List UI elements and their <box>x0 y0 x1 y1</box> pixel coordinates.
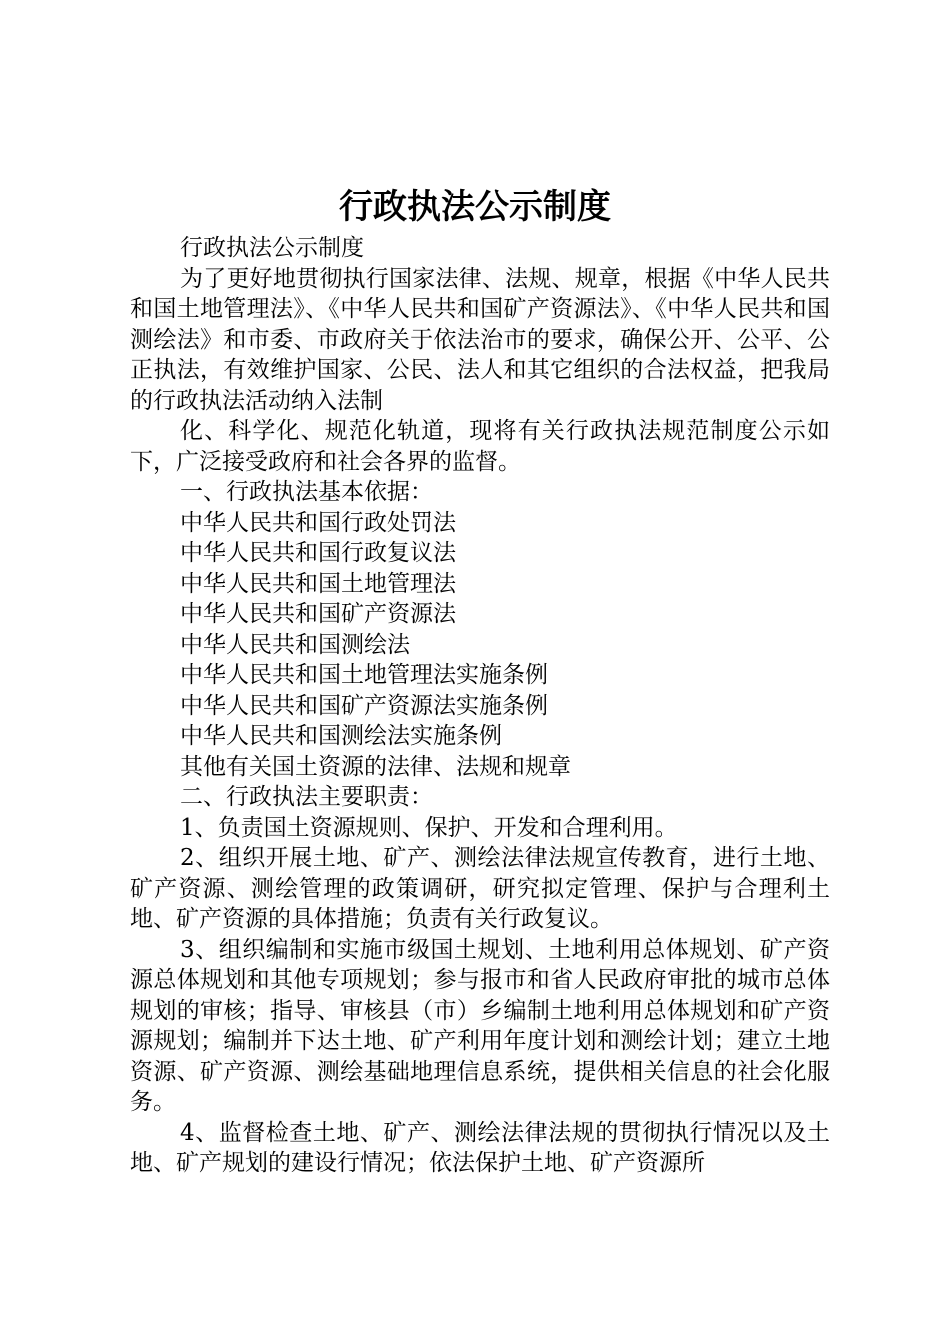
paragraph: 行政执法公示制度 <box>180 235 364 261</box>
document-title: 行政执法公示制度 <box>339 187 611 227</box>
duty-item: 3、组织编制和实施市级国土规划、土地利用总体规划、矿产资源总体规划和其他专项规划；参与报市和省人民政府审批的城市总体规划的审核；指导、审核县（市）乡编制土地利用总体规划和矿产资源规划；编制并下达土地、矿产利用年度计划和测绘计划；建立土地资源、矿产资源、测绘基础地理信息系统，提供相关信息的社会化服务。 <box>130 936 830 1115</box>
law-list-item: 中华人民共和国测绘法实施条例 <box>180 723 502 749</box>
law-list-item: 中华人民共和国土地管理法 <box>180 570 456 597</box>
law-list-item: 中华人民共和国矿产资源法 <box>180 601 456 627</box>
law-list-item: 其他有关国土资源的法律、法规和规章 <box>180 753 571 780</box>
duty-item: 1、负责国土资源规则、保护、开发和合理利用。 <box>180 814 678 841</box>
section-heading: 一、行政执法基本依据： <box>180 479 433 505</box>
law-list-item: 中华人民共和国土地管理法实施条例 <box>180 662 548 688</box>
law-list-item: 中华人民共和国行政处罚法 <box>180 509 456 536</box>
duty-item: 4、监督检查土地、矿产、测绘法律法规的贯彻执行情况以及土地、矿产规划的建设行情况；依法保护土地、矿产资源所 <box>130 1119 830 1176</box>
duty-item: 2、组织开展土地、矿产、测绘法律法规宣传教育，进行土地、矿产资源、测绘管理的政策调研，研究拟定管理、保护与合理利土地、矿产资源的具体措施；负责有关行政复议。 <box>130 845 830 932</box>
law-list-item: 中华人民共和国矿产资源法实施条例 <box>180 692 548 719</box>
paragraph: 化、科学化、规范化轨道，现将有关行政执法规范制度公示如下，广泛接受政府和社会各界的监督。 <box>130 418 830 475</box>
law-list-item: 中华人民共和国行政复议法 <box>180 540 456 566</box>
section-heading: 二、行政执法主要职责： <box>180 784 433 810</box>
document-body <box>130 233 830 1179</box>
paragraph: 为了更好地贯彻执行国家法律、法规、规章，根据《中华人民共和国土地管理法》、《中华人民共和国矿产资源法》、《中华人民共和国测绘法》和市委、市政府关于依法治市的要求，确保公开、公平、公正执法，有效维护国家、公民、法人和其它组织的合法权益，把我局的行政执法活动纳入法制 <box>130 265 830 414</box>
law-list-item: 中华人民共和国测绘法 <box>180 631 410 658</box>
